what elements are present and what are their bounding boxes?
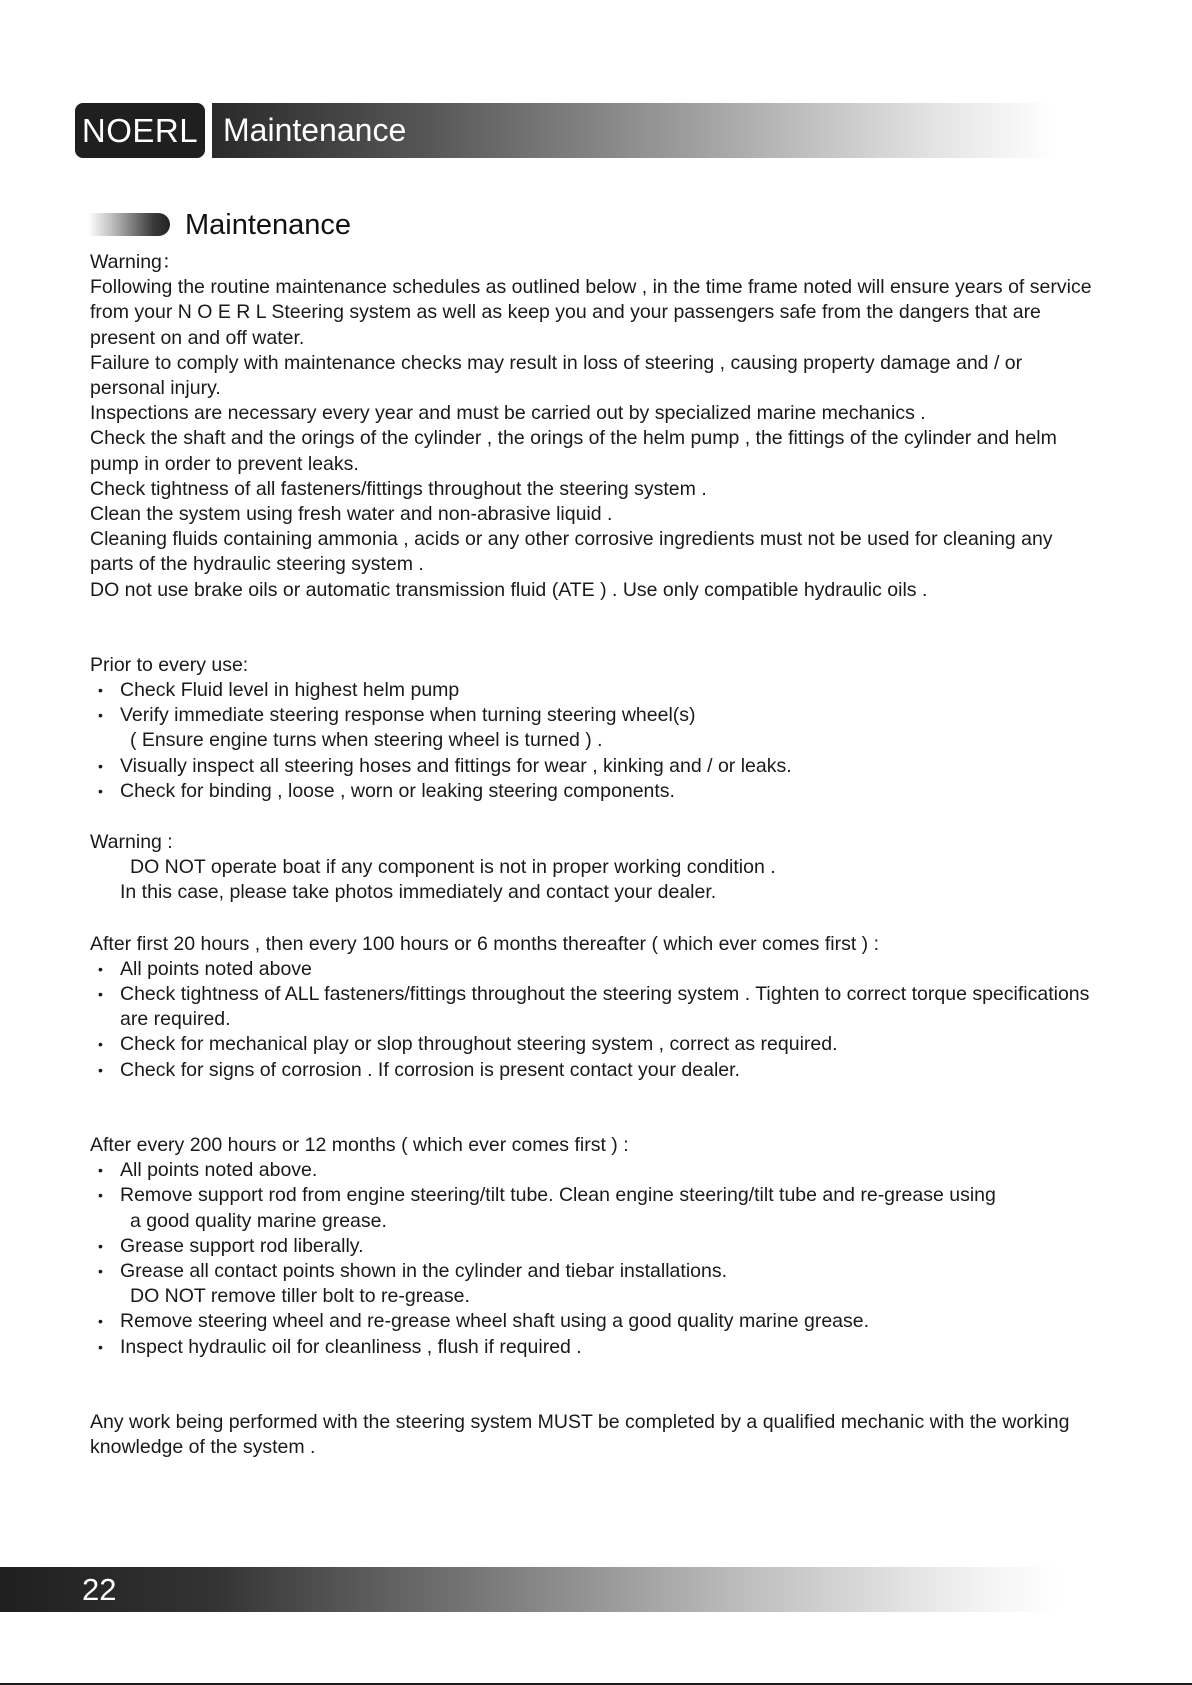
- page-footer: [0, 1567, 1060, 1612]
- list-item: • Grease all contact points shown in the cylinder and tiebar installations.: [90, 1259, 1100, 1284]
- prior-use-heading: Prior to every use:: [90, 653, 249, 676]
- spacer: [90, 603, 1100, 653]
- page-header: [75, 103, 1055, 158]
- closing-note: Any work being performed with the steering system MUST be completed by a qualified mechanic with the working knowledge of the system .: [90, 1410, 1070, 1458]
- intro-paragraph: Following the routine maintenance schedules as outlined below , in the time frame noted will ensure years of service from your N O E R L Steering system as well as keep you and your passengers safe from the dangers that are present on and off water.: [90, 276, 1092, 349]
- warning-label: Warning：: [90, 251, 182, 273]
- header-title: Maintenance: [223, 112, 407, 148]
- intro-paragraph: Clean the system using fresh water and non-abrasive liquid .: [90, 503, 613, 526]
- list-item: • Grease support rod liberally.: [90, 1234, 1100, 1259]
- list-item: • Check tightness of ALL fasteners/fittings throughout the steering system . Tighten to correct torque specifications are required.: [90, 982, 1100, 1032]
- warning-text: In this case, please take photos immediately and contact your dealer.: [120, 881, 717, 904]
- list-item-continuation: a good quality marine grease.: [130, 1209, 387, 1232]
- list-item: • Check for mechanical play or slop throughout steering system , correct as required.: [90, 1032, 1100, 1057]
- intro-paragraph: Cleaning fluids containing ammonia , acids or any other corrosive ingredients must not be used for cleaning any parts of the hydraulic steering system .: [90, 528, 1053, 576]
- section-heading: [88, 205, 688, 245]
- page-number: 22: [82, 1572, 117, 1607]
- section-marker-icon: [88, 213, 170, 236]
- spacer: [90, 804, 1100, 830]
- list-item: • Inspect hydraulic oil for cleanliness , flush if required .: [90, 1335, 1100, 1360]
- list-item-note: DO NOT remove tiller bolt to re-grease.: [130, 1285, 470, 1308]
- spacer: [90, 1360, 1100, 1410]
- list-item: • Check for signs of corrosion . If corrosion is present contact your dealer.: [90, 1058, 1100, 1083]
- header-bar: [212, 103, 1055, 158]
- list-item: • Verify immediate steering response when turning steering wheel(s): [90, 703, 1100, 728]
- list-item: • All points noted above: [90, 957, 1100, 982]
- intro-paragraph: Check tightness of all fasteners/fittings throughout the steering system .: [90, 477, 707, 500]
- list-item: • Remove steering wheel and re-grease wheel shaft using a good quality marine grease.: [90, 1309, 1100, 1334]
- intro-paragraph: Inspections are necessary every year and must be carried out by specialized marine mechanics .: [90, 402, 926, 425]
- warning-label: Warning :: [90, 831, 173, 854]
- schedule-heading: After every 200 hours or 12 months ( which ever comes first ) :: [90, 1133, 629, 1156]
- list-item: • All points noted above.: [90, 1158, 1100, 1183]
- spacer: [90, 1083, 1100, 1133]
- list-item: • Visually inspect all steering hoses and fittings for wear , kinking and / or leaks.: [90, 754, 1100, 779]
- list-item: • Remove support rod from engine steering/tilt tube. Clean engine steering/tilt tube and re-grease using: [90, 1183, 1100, 1208]
- brand-logo: NOERL: [75, 103, 205, 158]
- spacer: [90, 906, 1100, 932]
- list-item-note: ( Ensure engine turns when steering wheel is turned ) .: [130, 729, 603, 752]
- list-item: • Check Fluid level in highest helm pump: [90, 678, 1100, 703]
- section-title: Maintenance: [185, 209, 352, 241]
- intro-paragraph: DO not use brake oils or automatic transmission fluid (ATE ) . Use only compatible hydraulic oils .: [90, 578, 928, 601]
- schedule-heading: After first 20 hours , then every 100 hours or 6 months thereafter ( which ever comes first ) :: [90, 932, 879, 955]
- list-item: • Check for binding , loose , worn or leaking steering components.: [90, 779, 1100, 804]
- intro-paragraph: Failure to comply with maintenance checks may result in loss of steering , causing property damage and / or personal injury.: [90, 351, 1023, 400]
- page-content: [90, 250, 1100, 1460]
- intro-paragraph: Check the shaft and the orings of the cylinder , the orings of the helm pump , the fittings of the cylinder and helm pump in order to prevent leaks.: [90, 427, 1057, 475]
- warning-text: DO NOT operate boat if any component is not in proper working condition .: [130, 856, 776, 879]
